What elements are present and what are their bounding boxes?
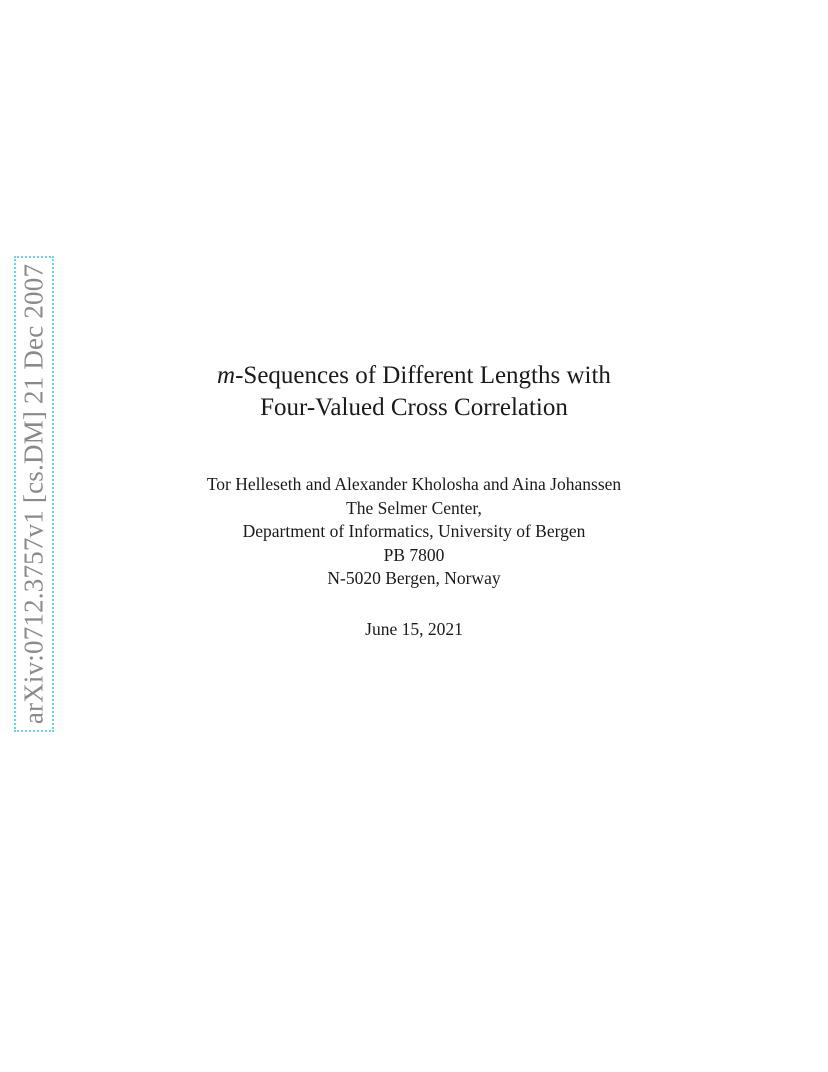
title-math-symbol: m	[217, 362, 236, 389]
author-names: Tor Helleseth and Alexander Kholosha and Aina Johanssen	[206, 474, 622, 494]
author-block	[0, 473, 828, 591]
affiliation-department: Department of Informatics, University of Bergen	[242, 521, 586, 541]
title-line-1	[0, 360, 828, 392]
title-line-1-text: -Sequences of Different Lengths with	[235, 362, 611, 389]
title-line-2: Four-Valued Cross Correlation	[260, 394, 568, 421]
affiliation-city: N-5020 Bergen, Norway	[327, 568, 501, 588]
arxiv-identifier: arXiv:0712.3757v1 [cs.DM] 21 Dec 2007	[18, 263, 49, 725]
paper-title	[0, 360, 828, 424]
affiliation-center: The Selmer Center,	[346, 497, 482, 518]
affiliation-po-box: PB 7800	[383, 544, 445, 565]
paper-date: June 15, 2021	[365, 619, 463, 639]
